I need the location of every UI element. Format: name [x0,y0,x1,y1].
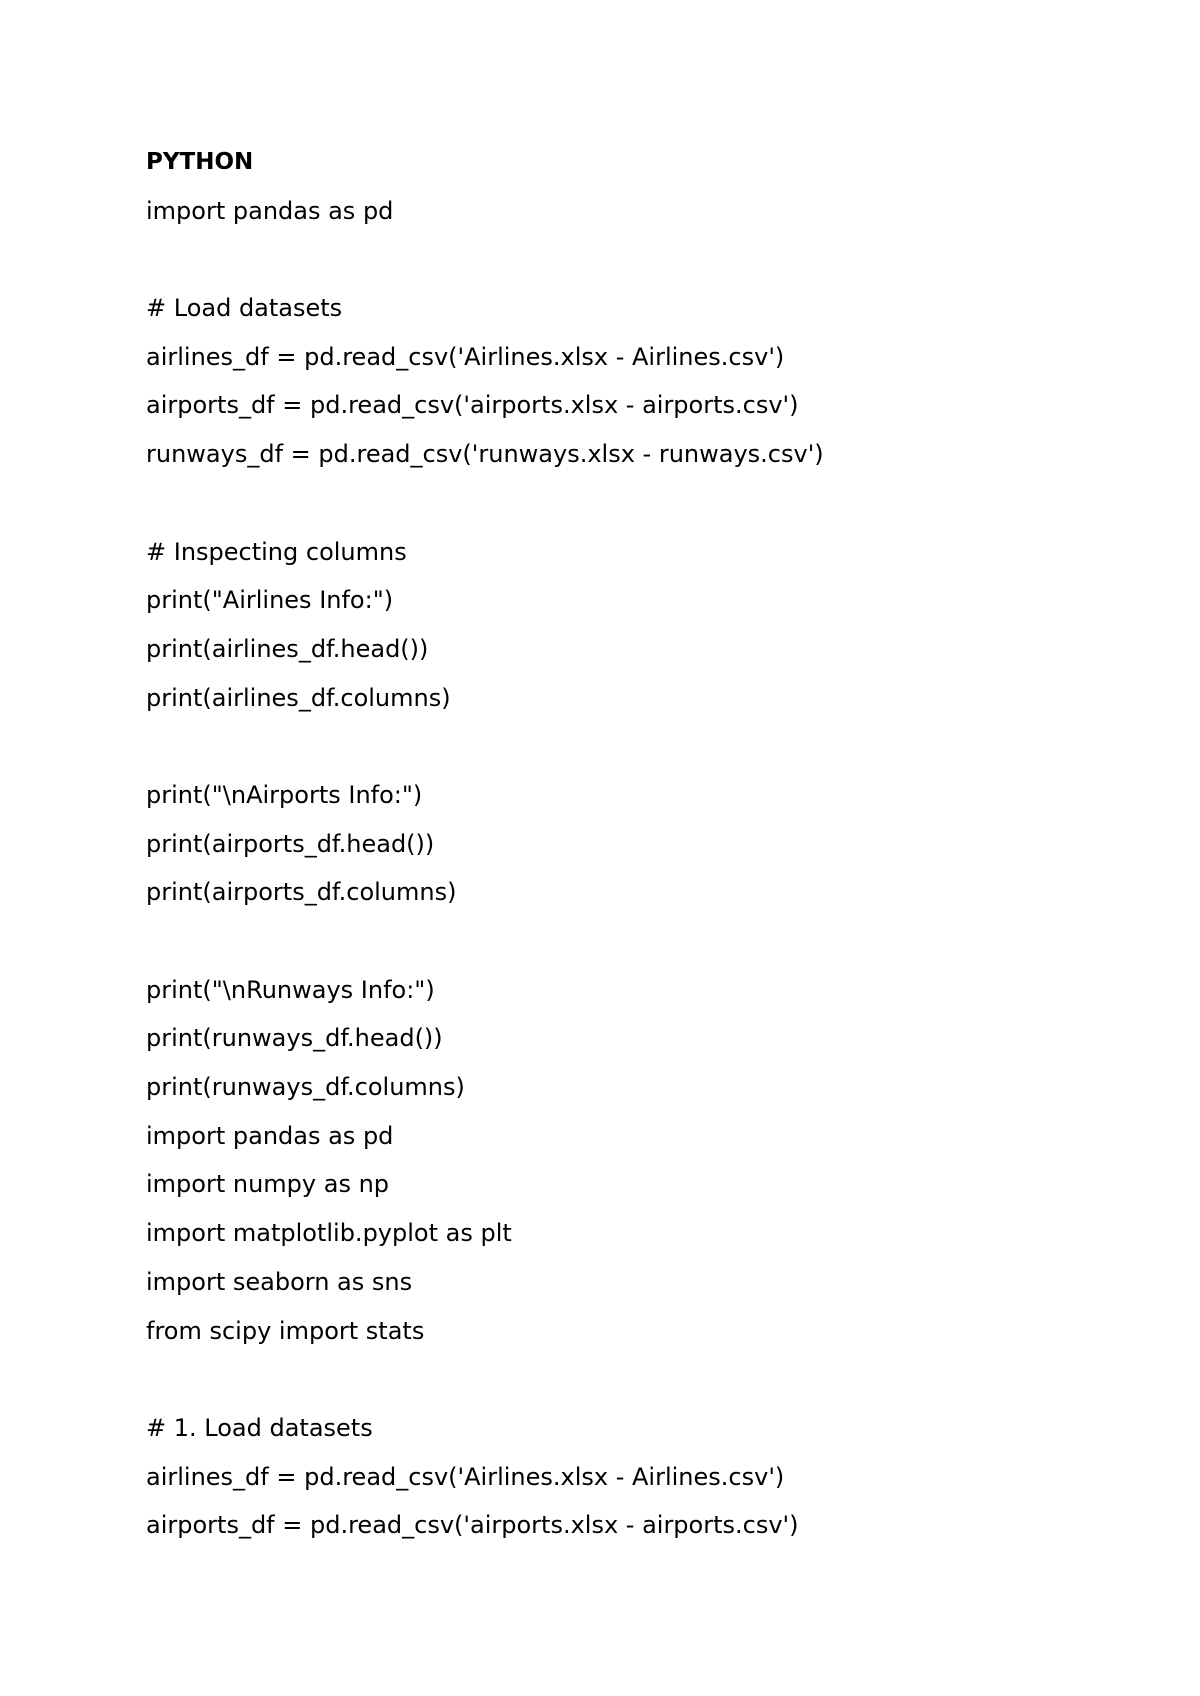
code-line: print(airports_df.columns) [146,878,457,907]
code-line: import pandas as pd [146,1121,394,1150]
code-line: airports_df = pd.read_csv('airports.xlsx - airports.csv') [146,1511,799,1540]
blank-line [146,917,1146,966]
code-comment: # 1. Load datasets [146,1413,373,1442]
code-line: import pandas as pd [146,196,394,225]
blank-line [146,722,1146,771]
code-line: print("\nAirports Info:") [146,780,423,809]
blank-line [146,235,1146,284]
code-line: import matplotlib.pyplot as plt [146,1219,512,1248]
code-line: print(runways_df.head()) [146,1024,443,1053]
code-line: airports_df = pd.read_csv('airports.xlsx - airports.csv') [146,391,799,420]
code-comment: # Inspecting columns [146,537,407,566]
document-body [146,138,1146,1550]
code-line: print(airlines_df.columns) [146,683,451,712]
code-line: print("\nRunways Info:") [146,975,435,1004]
blank-line [146,479,1146,528]
code-line: print(runways_df.columns) [146,1073,465,1102]
code-line: runways_df = pd.read_csv('runways.xlsx - runways.csv') [146,440,824,469]
code-line: import seaborn as sns [146,1267,413,1296]
code-line: airlines_df = pd.read_csv('Airlines.xlsx - Airlines.csv') [146,342,785,371]
code-line: from scipy import stats [146,1316,425,1345]
section-heading: PYTHON [146,149,254,175]
code-comment: # Load datasets [146,294,343,323]
code-line: airlines_df = pd.read_csv('Airlines.xlsx - Airlines.csv') [146,1462,785,1491]
code-line: print("Airlines Info:") [146,586,394,615]
code-line: print(airlines_df.head()) [146,634,429,663]
blank-line [146,1355,1146,1404]
code-line: import numpy as np [146,1170,390,1199]
code-line: print(airports_df.head()) [146,829,435,858]
